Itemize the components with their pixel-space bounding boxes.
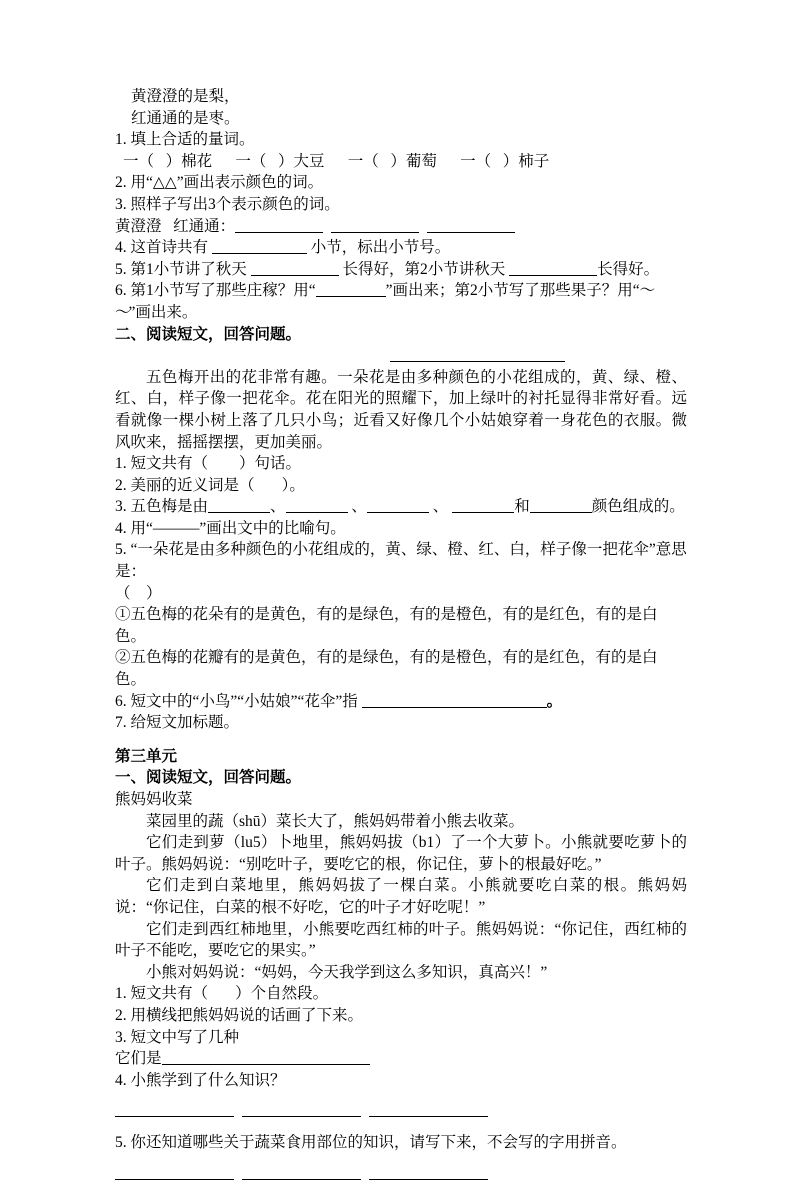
- passage-wusemei-text: 五色梅开出的花非常有趣。一朵花是由多种颜色的小花组成的，黄、绿、橙、红、白，样子像一把花伞。花在阳光的照耀下，加上绿叶的衬托显得非常好看。远看就像一棵小树上落了几只小鸟；近看又好像几个小姑娘穿着一身花色的衣服。微风吹来，摇摇摆摆，更加美丽。: [115, 369, 687, 451]
- passage-wusemei: [115, 367, 687, 453]
- passage2-question-4-text: 4. 用“———”画出文中的比喻句。: [115, 520, 346, 537]
- question-2: [115, 172, 687, 194]
- passage2-question-5-parens-text: （ ）: [115, 585, 162, 602]
- passage3-para-4-text: 它们走到西红柿地里，小熊要吃西红柿的叶子。熊妈妈说：“你记住，西红柿的叶子不能吃，要吃它的果实。”: [115, 921, 687, 960]
- answer-blank: [115, 1102, 234, 1117]
- answer-blank: [212, 239, 307, 254]
- passage2-question-4: [115, 518, 687, 540]
- question-4: [115, 237, 687, 259]
- answer-blank: [242, 1102, 361, 1117]
- worksheet-page: [115, 86, 687, 1184]
- answer-blank: [530, 498, 592, 513]
- question-3-answer-text: [323, 218, 331, 235]
- unit-3-heading: [115, 746, 687, 768]
- answer-blank: [369, 1165, 488, 1180]
- passage3-question-3-answer-text: 它们是: [115, 1050, 162, 1067]
- unit3-section-1-heading-text: 一、阅读短文，回答问题。: [115, 769, 301, 786]
- poem-line-2-text: 红通通的是枣。: [131, 110, 240, 127]
- unit-3-heading-text: 第三单元: [115, 748, 177, 765]
- question-5-text: 5. 第1小节讲了秋天: [115, 261, 251, 278]
- passage-title-blank: [115, 345, 687, 367]
- answer-blank: [427, 218, 515, 233]
- question-6-text: ”画出来。: [129, 304, 198, 321]
- passage2-question-2: [115, 475, 687, 497]
- answer-blank: [286, 498, 348, 513]
- passage2-question-3-text: 、: [270, 498, 286, 515]
- answer-blank: [208, 498, 270, 513]
- answer-line-2-text: [234, 1165, 242, 1182]
- question-4-text: 4. 这首诗共有: [115, 239, 212, 256]
- passage2-question-5-option-2: [115, 647, 687, 690]
- question-6: [115, 280, 687, 323]
- wavy-line-mark: ～～: [115, 282, 653, 321]
- passage3-question-3-answer: [115, 1048, 687, 1070]
- answer-blank: [367, 498, 429, 513]
- unit3-section-1-heading: [115, 767, 687, 789]
- passage3-question-4: [115, 1070, 687, 1092]
- passage2-question-7-text: 7. 给短文加标题。: [115, 714, 239, 731]
- answer-blank: [452, 498, 514, 513]
- passage2-question-3-text: 、: [348, 498, 367, 515]
- question-4-text: 小节，标出小节号。: [307, 239, 450, 256]
- answer-blank: [509, 261, 597, 276]
- passage3-para-5-text: 小熊对妈妈说：“妈妈，今天我学到这么多知识，真高兴！”: [146, 964, 547, 981]
- poem-line-1-text: 黄澄澄的是梨，: [131, 88, 240, 105]
- passage3-para-3: [115, 875, 687, 918]
- passage2-question-6-text: 。: [547, 693, 563, 710]
- passage2-question-5-option-1: [115, 604, 687, 647]
- question-1-items-text: 一（ ）棉花 一（ ）大豆 一（ ）葡萄 一（ ）柿子: [123, 153, 549, 170]
- answer-blank: [235, 218, 323, 233]
- answer-blank: [316, 282, 386, 297]
- poem-line-1: [115, 86, 687, 108]
- answer-blank: [331, 218, 419, 233]
- question-3-answer-text: [419, 218, 427, 235]
- passage2-question-1: [115, 453, 687, 475]
- answer-line-2-text: [361, 1165, 369, 1182]
- passage3-question-5-text: 5. 你还知道哪些关于蔬菜食用部位的知识，请写下来，不会写的字用拼音。: [115, 1134, 627, 1151]
- section-2-heading: [115, 324, 687, 346]
- passage2-question-5-text: 5. “一朵花是由多种颜色的小花组成的，黄、绿、橙、红、白，样子像一把花伞”意思是：: [115, 541, 687, 580]
- passage2-question-6: [115, 691, 687, 713]
- poem-line-2: [115, 108, 687, 130]
- passage3-para-1-text: 菜园里的蔬（shū）菜长大了，熊妈妈带着小熊去收菜。: [146, 813, 524, 830]
- passage3-question-2-text: 2. 用横线把熊妈妈说的话画了下来。: [115, 1007, 363, 1024]
- passage2-question-6-text: 6. 短文中的“小鸟”“小姑娘”“花伞”指: [115, 693, 362, 710]
- question-3: [115, 194, 687, 216]
- answer-line-1-text: [234, 1102, 242, 1119]
- passage3-para-3-text: 它们走到白菜地里，熊妈妈拔了一棵白菜。小熊就要吃白菜的根。熊妈妈说：“你记住，白菜的根不好吃，它的叶子才好吃呢！”: [115, 877, 687, 916]
- answer-blank: [369, 1102, 488, 1117]
- passage3-question-1: [115, 983, 687, 1005]
- answer-blank: [115, 1165, 234, 1180]
- passage2-question-1-text: 1. 短文共有（ ）句话。: [115, 455, 301, 472]
- answer-blank: [362, 693, 547, 708]
- passage2-question-5-parens: [115, 583, 687, 605]
- passage3-question-5: [115, 1132, 687, 1154]
- answer-line-1: [115, 1100, 687, 1122]
- passage2-question-5: [115, 539, 687, 582]
- passage3-para-1: [115, 811, 687, 833]
- passage3-question-2: [115, 1005, 687, 1027]
- question-2-text: 2. 用“△△”画出表示颜色的词。: [115, 174, 323, 191]
- answer-blank: [390, 347, 565, 362]
- question-5-text: 长得好，第2小节讲秋天: [339, 261, 510, 278]
- answer-blank: [251, 261, 339, 276]
- passage2-question-3: [115, 496, 687, 518]
- question-6-text: ”画出来；第2小节写了那些果子？用“: [386, 282, 640, 299]
- answer-blank: [162, 1050, 370, 1065]
- passage3-title: [115, 789, 687, 811]
- passage2-question-3-text: 和: [514, 498, 530, 515]
- question-1-items: [115, 151, 687, 173]
- passage2-question-5-option-2-text: ②五色梅的花瓣有的是黄色，有的是绿色，有的是橙色，有的是红色，有的是白色。: [115, 649, 658, 688]
- question-3-answer-text: 黄澄澄 红通通：: [115, 218, 235, 235]
- passage2-question-5-option-1-text: ①五色梅的花朵有的是黄色，有的是绿色，有的是橙色，有的是红色，有的是白色。: [115, 606, 658, 645]
- passage3-para-4: [115, 919, 687, 962]
- question-1-text: 1. 填上合适的量词。: [115, 131, 255, 148]
- answer-blank: [242, 1165, 361, 1180]
- section-2-heading-text: 二、阅读短文，回答问题。: [115, 326, 301, 343]
- passage3-question-4-text: 4. 小熊学到了什么知识？: [115, 1072, 286, 1089]
- question-5-text: 长得好。: [597, 261, 659, 278]
- passage2-question-7: [115, 712, 687, 734]
- question-5: [115, 259, 687, 281]
- passage3-question-3-text: 3. 短文中写了几种: [115, 1029, 239, 1046]
- answer-line-1-text: [361, 1102, 369, 1119]
- question-3-text: 3. 照样子写出3个表示颜色的词。: [115, 196, 340, 213]
- question-6-text: 6. 第1小节写了那些庄稼？用“: [115, 282, 316, 299]
- passage2-question-3-text: 颜色组成的。: [592, 498, 685, 515]
- question-1: [115, 129, 687, 151]
- passage3-question-3: [115, 1027, 687, 1049]
- passage2-question-3-text: 3. 五色梅是由: [115, 498, 208, 515]
- passage3-para-5: [115, 962, 687, 984]
- answer-line-2: [115, 1163, 687, 1184]
- passage3-question-1-text: 1. 短文共有（ ）个自然段。: [115, 985, 328, 1002]
- passage2-question-3-text: 、: [429, 498, 452, 515]
- passage3-title-text: 熊妈妈收菜: [115, 791, 193, 808]
- question-3-answer: [115, 216, 687, 238]
- passage3-para-2-text: 它们走到萝（lu5）卜地里，熊妈妈拔（b1）了一个大萝卜。小熊就要吃萝卜的叶子。熊妈妈说：“别吃叶子，要吃它的根，你记住，萝卜的根最好吃。”: [115, 834, 687, 873]
- passage2-question-2-text: 2. 美丽的近义词是（ ）。: [115, 477, 305, 494]
- passage3-para-2: [115, 832, 687, 875]
